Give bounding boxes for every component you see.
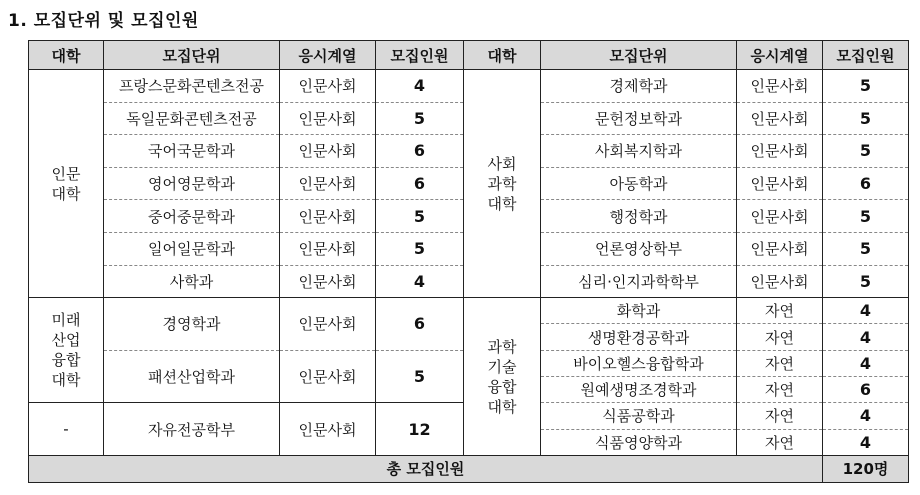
- header-count-right: 모집인원: [823, 41, 909, 70]
- total-value: 120명: [823, 455, 909, 482]
- table-body: [29, 70, 909, 456]
- count-cell: 5: [376, 102, 464, 135]
- college-cell-right: 과학 기술 융합 대학: [464, 298, 541, 456]
- track-cell: 인문사회: [737, 70, 823, 103]
- track-cell: 자연: [737, 377, 823, 403]
- unit-cell: 생명환경공학과: [541, 324, 737, 350]
- track-cell: 인문사회: [737, 167, 823, 200]
- header-college-right: 대학: [464, 41, 541, 70]
- track-cell: 인문사회: [280, 167, 376, 200]
- header-college-left: 대학: [29, 41, 104, 70]
- track-cell: 인문사회: [280, 403, 376, 456]
- track-cell: 인문사회: [280, 70, 376, 103]
- track-cell: 인문사회: [280, 350, 376, 403]
- unit-cell: 원예생명조경학과: [541, 377, 737, 403]
- unit-cell: 문헌정보학과: [541, 102, 737, 135]
- unit-cell: 일어일문학과: [104, 232, 280, 265]
- unit-cell: 심리·인지과학학부: [541, 265, 737, 298]
- track-cell: 인문사회: [737, 232, 823, 265]
- unit-cell: 중어중문학과: [104, 200, 280, 233]
- count-cell: 5: [823, 200, 909, 233]
- track-cell: 자연: [737, 298, 823, 324]
- header-track-right: 응시계열: [737, 41, 823, 70]
- college-cell-left: 미래 산업 융합 대학: [29, 298, 104, 403]
- count-cell: 5: [823, 70, 909, 103]
- count-cell: 4: [823, 403, 909, 429]
- college-cell-left: -: [29, 403, 104, 456]
- count-cell: 6: [376, 298, 464, 351]
- count-cell: 5: [823, 102, 909, 135]
- unit-cell: 화학과: [541, 298, 737, 324]
- track-cell: 인문사회: [280, 232, 376, 265]
- track-cell: 인문사회: [737, 102, 823, 135]
- track-cell: 인문사회: [737, 200, 823, 233]
- count-cell: 5: [823, 232, 909, 265]
- count-cell: 4: [823, 324, 909, 350]
- track-cell: 자연: [737, 403, 823, 429]
- track-cell: 인문사회: [280, 102, 376, 135]
- total-label: 총 모집인원: [29, 455, 823, 482]
- count-cell: 6: [823, 167, 909, 200]
- count-cell: 4: [823, 429, 909, 455]
- header-unit-right: 모집단위: [541, 41, 737, 70]
- unit-cell: 사학과: [104, 265, 280, 298]
- count-cell: 5: [376, 232, 464, 265]
- count-cell: 12: [376, 403, 464, 456]
- unit-cell: 바이오헬스융합학과: [541, 350, 737, 376]
- count-cell: 4: [376, 265, 464, 298]
- college-cell-left: 인문 대학: [29, 70, 104, 298]
- count-cell: 5: [823, 135, 909, 168]
- count-cell: 5: [376, 350, 464, 403]
- unit-cell: 독일문화콘텐츠전공: [104, 102, 280, 135]
- track-cell: 인문사회: [737, 265, 823, 298]
- count-cell: 6: [823, 377, 909, 403]
- unit-cell: 언론영상학부: [541, 232, 737, 265]
- count-cell: 5: [823, 265, 909, 298]
- track-cell: 인문사회: [280, 135, 376, 168]
- unit-cell: 행정학과: [541, 200, 737, 233]
- count-cell: 4: [823, 298, 909, 324]
- track-cell: 자연: [737, 429, 823, 455]
- track-cell: 인문사회: [280, 265, 376, 298]
- unit-cell: 식품공학과: [541, 403, 737, 429]
- total-row: [29, 455, 909, 482]
- section-heading: 1. 모집단위 및 모집인원: [8, 11, 199, 31]
- count-cell: 6: [376, 167, 464, 200]
- count-cell: 5: [376, 200, 464, 233]
- unit-cell: 국어국문학과: [104, 135, 280, 168]
- unit-cell: 패션산업학과: [104, 350, 280, 403]
- unit-cell: 프랑스문화콘텐츠전공: [104, 70, 280, 103]
- header-unit-left: 모집단위: [104, 41, 280, 70]
- header-count-left: 모집인원: [376, 41, 464, 70]
- track-cell: 인문사회: [280, 200, 376, 233]
- unit-cell: 사회복지학과: [541, 135, 737, 168]
- count-cell: 6: [376, 135, 464, 168]
- table-row: [29, 298, 909, 324]
- unit-cell: 경제학과: [541, 70, 737, 103]
- track-cell: 인문사회: [737, 135, 823, 168]
- table-row: [29, 70, 909, 103]
- unit-cell: 영어영문학과: [104, 167, 280, 200]
- unit-cell: 식품영양학과: [541, 429, 737, 455]
- college-cell-right: 사회 과학 대학: [464, 70, 541, 298]
- count-cell: 4: [376, 70, 464, 103]
- unit-cell: 자유전공학부: [104, 403, 280, 456]
- track-cell: 자연: [737, 350, 823, 376]
- count-cell: 4: [823, 350, 909, 376]
- unit-cell: 경영학과: [104, 298, 280, 351]
- admission-table: [28, 40, 909, 483]
- header-row: [29, 41, 909, 70]
- header-track-left: 응시계열: [280, 41, 376, 70]
- unit-cell: 아동학과: [541, 167, 737, 200]
- track-cell: 자연: [737, 324, 823, 350]
- track-cell: 인문사회: [280, 298, 376, 351]
